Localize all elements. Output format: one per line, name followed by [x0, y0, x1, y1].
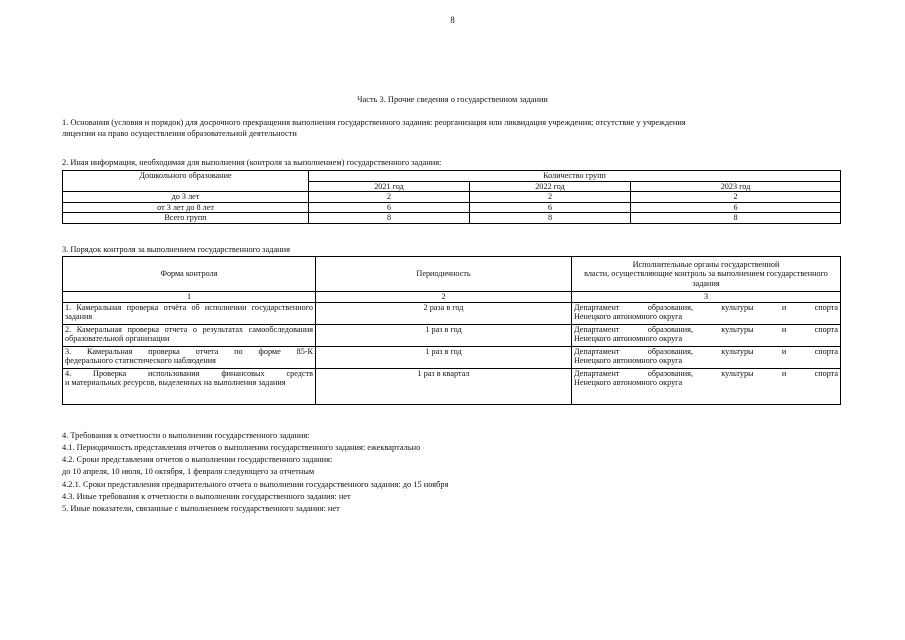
col-number-3: 3	[572, 292, 841, 303]
year-2021: 2021 год	[309, 181, 470, 192]
control-period: 1 раз в год	[316, 324, 572, 346]
cell: 6	[309, 202, 470, 213]
section2-heading: 2. Иная информация, необходимая для выполнения (контроля за выполнением) государственного задания:	[62, 158, 442, 167]
control-period: 2 раза в год	[316, 302, 572, 324]
control-form: 2. Камеральная проверка отчета о результатах самообследования образовательной организации	[63, 324, 316, 346]
row-label: до 3 лет	[63, 192, 309, 203]
cell: 8	[470, 213, 631, 224]
control-authority: Департамент образования, культуры и спорта Ненецкого автономного округа	[572, 324, 841, 346]
col-number-2: 2	[316, 292, 572, 303]
cell: 2	[470, 192, 631, 203]
header-authorities-l1: Исполнительные органы государственной	[632, 259, 780, 269]
table-header-row	[63, 171, 841, 182]
table-row	[63, 368, 841, 404]
section1-line1: 1. Основания (условия и порядок) для досрочного прекращения выполнения государственного задания: реорганизация или ликвидация учреждения; отсутствие у учреждения	[62, 118, 686, 127]
part-title: Часть 3. Прочие сведения о государственном задании	[357, 95, 548, 104]
cell: 8	[631, 213, 841, 224]
header-authorities	[572, 257, 841, 292]
header-periodicity: Периодичность	[316, 257, 572, 292]
control-form: 3. Камеральная проверка отчета по форме 85-К федерального статистического наблюдения	[63, 346, 316, 368]
section4-line: 4.2. Сроки представления отчетов о выполнении государственного задания:	[62, 455, 333, 464]
section4-line: 4.1. Периодичность представления отчетов о выполнении государственного задания: ежеквартально	[62, 443, 421, 452]
groups-table	[62, 170, 841, 224]
section4-line: 4.2.1. Сроки представления предварительного отчета о выполнении государственного задания: до 15 ноября	[62, 480, 449, 489]
control-authority: Департамент образования, культуры и спорта Ненецкого автономного округа	[572, 346, 841, 368]
control-authority: Департамент образования, культуры и спорта Ненецкого автономного округа	[572, 368, 841, 404]
header-group-count: Количество групп	[309, 171, 841, 182]
header-preschool: Дошкольного образование	[63, 171, 309, 192]
header-authorities-l3: задания	[692, 278, 720, 288]
table-row	[63, 213, 841, 224]
page-number: 8	[450, 15, 455, 25]
row-label: от 3 лет до 8 лет	[63, 202, 309, 213]
cell: 8	[309, 213, 470, 224]
section4-line: 4.3. Иные требования к отчетности о выполнении государственного задания: нет	[62, 492, 351, 501]
header-authorities-l2: власти, осуществляющие контроль за выполнением государственного	[584, 269, 828, 279]
year-2023: 2023 год	[631, 181, 841, 192]
table-row	[63, 302, 841, 324]
table-row	[63, 202, 841, 213]
section3-heading: 3. Порядок контроля за выполнением государственного задания	[62, 245, 290, 254]
table-header-row	[63, 257, 841, 292]
cell: 2	[631, 192, 841, 203]
cell: 6	[470, 202, 631, 213]
control-period: 1 раз в год	[316, 346, 572, 368]
section4-line: до 10 апреля, 10 июля, 10 октября, 1 февраля следующего за отчетным	[62, 467, 315, 476]
control-period: 1 раз в квартал	[316, 368, 572, 404]
table-row	[63, 346, 841, 368]
table-row	[63, 192, 841, 203]
control-form: 1. Камеральная проверка отчёта об исполнении государственного задания	[63, 302, 316, 324]
cell: 2	[309, 192, 470, 203]
year-2022: 2022 год	[470, 181, 631, 192]
control-authority: Департамент образования, культуры и спорта Ненецкого автономного округа	[572, 302, 841, 324]
cell: 6	[631, 202, 841, 213]
col-number-1: 1	[63, 292, 316, 303]
section1-line2: лицензии на право осуществления образовательной деятельности	[62, 129, 297, 138]
table-number-row	[63, 292, 841, 303]
table-row	[63, 324, 841, 346]
section5-line: 5. Иные показатели, связанные с выполнением государственного задания: нет	[62, 504, 340, 513]
control-form: 4. Проверка использования финансовых средств и материальных ресурсов, выделенных на выполнения задания	[63, 368, 316, 404]
row-label: Всего групп	[63, 213, 309, 224]
control-table	[62, 256, 841, 405]
section4-line: 4. Требования к отчетности о выполнении государственного задания:	[62, 431, 310, 440]
header-form: Форма контроля	[63, 257, 316, 292]
